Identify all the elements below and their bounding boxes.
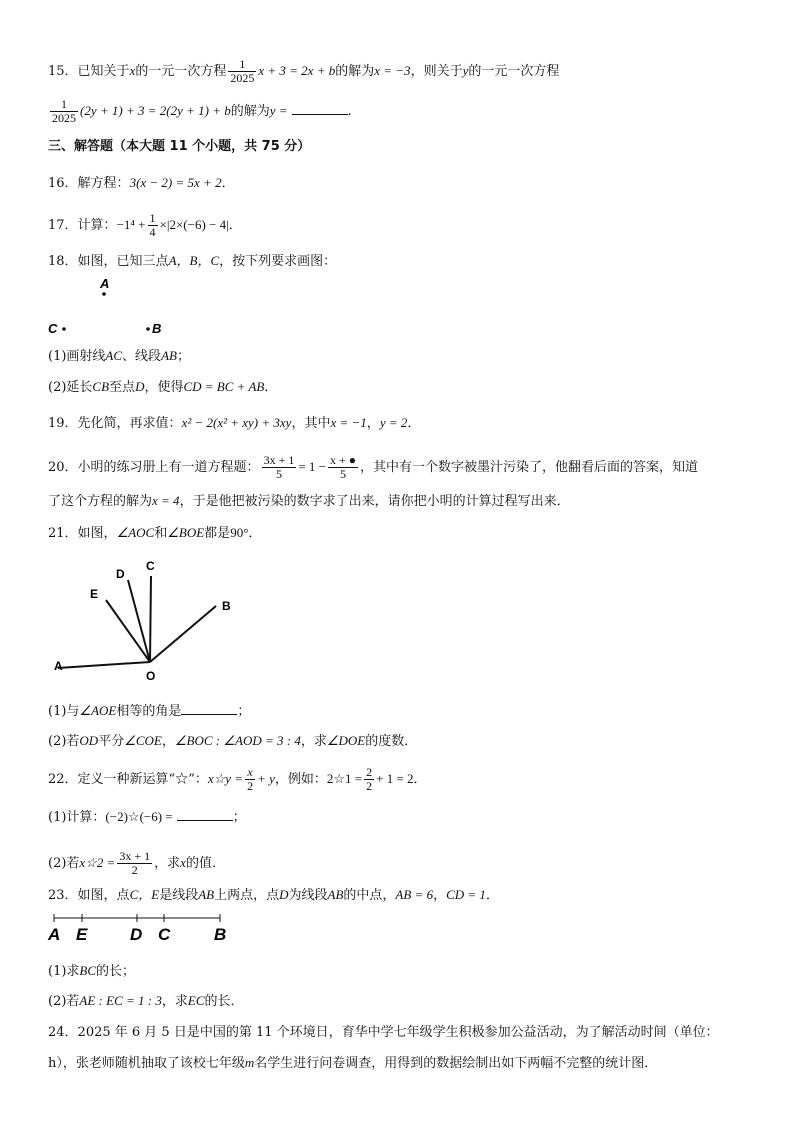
text: ，按下列要求画图： [219,254,337,269]
section-title: 三、解答题（本大题 11 个小题，共 75 分） [48,139,311,154]
text: (1)计算： [48,810,106,825]
text: 的长； [96,964,136,979]
frac-num: x + ● [330,453,357,467]
text: ，例如： [274,772,327,787]
ray-OD [128,580,150,662]
question-number: 16． [48,176,78,191]
text: 的一元一次方程 [135,64,227,79]
fraction [148,212,158,239]
fraction [228,58,256,85]
q22 [48,766,427,793]
text: 如图，已知三点 [77,254,169,269]
text: (1)画射线 [48,349,106,364]
text: . [347,104,352,119]
q21 [48,524,261,543]
question-number: 15． [48,64,78,79]
expr-part: −1⁴ + [116,217,146,232]
text: ； [176,349,190,364]
text: 如图， [77,526,117,541]
frac-den: 2 [131,863,138,877]
text: ； [237,704,251,719]
fraction [364,766,374,793]
text: 已知关于 [77,64,130,79]
ray: OD [79,733,99,748]
q22-part1 [48,808,246,827]
angle: ∠AOC [116,525,155,540]
q15-line1 [48,58,559,85]
text: 了这个方程的解为 [48,494,153,509]
points: A，B，C [168,253,220,268]
fraction [50,98,78,125]
angle: ∠DOE [326,733,366,748]
q24-line2 [48,1054,657,1073]
text: ； [232,810,246,825]
text: (2)若 [48,856,80,871]
q18-figure [40,272,200,342]
text: ． [248,526,262,541]
point-A [102,292,106,296]
label-B: B [152,321,162,336]
label-D: D [130,925,143,944]
frac-num: 3x + 1 [263,453,295,467]
q18-part2 [48,378,277,397]
text: 至点 [109,380,136,395]
text: 解方程： [77,176,130,191]
q23-part2 [48,992,244,1011]
label-E: E [76,925,88,944]
label-D: D [116,567,125,581]
text: ，求 [300,734,327,749]
label-A: A [100,276,110,291]
text: 的中点， [343,888,396,903]
frac-den: 2025 [52,111,76,125]
text: ，则关于 [410,64,463,79]
question-number: 19． [48,416,78,431]
value: y = 2 [379,415,408,430]
text: 小明的练习册上有一道方程题： [77,460,260,475]
text: 的一元一次方程 [468,64,560,79]
equation: (2y + 1) + 3 = 2(2y + 1) + b [80,103,231,118]
text: 是线段 [159,888,199,903]
point-C [62,327,66,331]
expr-part: + 1 = 2 [376,771,414,786]
var-x: x [180,855,186,870]
fraction-ink [328,454,358,481]
text: 相等的角是 [116,704,182,719]
ray-OC [150,576,151,662]
q19 [48,414,420,433]
text: h），张老师随机抽取了该校七年级 [48,1056,245,1071]
q21-part1 [48,702,250,721]
answer-blank[interactable] [181,702,237,715]
frac-den: 2 [247,779,254,793]
angle: ∠AOE [79,703,117,718]
text: ，其中 [291,416,331,431]
text: ． [264,380,278,395]
solution: x = 4 [152,493,180,508]
text: 名学生进行问卷调查，用得到的数据绘制出如下两幅不完整的统计图． [254,1056,658,1071]
text: 上两点，点 [214,888,280,903]
q23-figure [44,910,244,946]
text: (2)若 [48,734,80,749]
segment: AB [161,348,177,363]
text: ． [485,888,499,903]
text: 为线段 [288,888,328,903]
answer-blank[interactable] [292,102,348,115]
point: D [279,887,289,902]
label-A: A [48,925,61,944]
text: 的值． [185,856,225,871]
frac-num: 1 [149,211,156,225]
text: 定义一种新运算“☆”： [77,772,208,787]
fraction [117,850,152,877]
q21-part2 [48,732,417,751]
equation: 3(x − 2) = 5x + 2 [129,175,222,190]
q16 [48,174,235,193]
text: 如图，点 [77,888,130,903]
text: ． [407,416,421,431]
value: CD = 1 [446,887,486,902]
text: 的长． [204,994,244,1009]
q18-part1 [48,347,190,366]
frac-den: 5 [340,467,347,481]
ray-OB [150,606,216,662]
degree: 90° [230,525,249,540]
frac-den: 2025 [230,71,255,85]
segment: AB [327,887,344,902]
label-B: B [214,925,227,944]
label-C: C [146,559,155,573]
segment: EC [187,993,205,1008]
label-C: C [48,321,58,336]
label-E: E [90,587,99,601]
q21-figure [48,556,248,686]
text: 2025 年 6 月 5 日是中国的第 11 个环境日，育华中学七年级学生积极参加公益活动，为了解活动时间（单位： [77,1025,719,1040]
expression: (−2)☆(−6) = [105,809,173,824]
q23 [48,886,499,905]
question-number: 24． [48,1025,78,1040]
fraction [245,766,255,793]
text: ， [433,888,447,903]
text: ， [161,734,175,749]
q20-line2 [48,492,570,511]
text: ． [413,772,427,787]
segment: BC [79,963,97,978]
equation: CD = BC + AB [183,379,265,394]
frac-den: 4 [149,225,156,239]
text: 都是 [204,526,231,541]
text: ，使得 [144,380,184,395]
question-number: 17． [48,218,78,233]
frac-num: 1 [50,98,78,112]
ray: AC [105,348,123,363]
point-B [146,327,150,331]
frac-num: 1 [228,58,256,72]
q23-part1 [48,962,135,981]
text: 平分 [98,734,125,749]
point: D [135,379,145,394]
var-y: y [462,63,469,78]
text: ，其中有一个数字被墨汁污染了，他翻看后面的答案，知道 [360,460,699,475]
ray-OA [58,662,150,668]
label-A: A [54,659,63,673]
value: AB = 6 [395,887,434,902]
q24-line1 [48,1024,719,1042]
value: x = −1 [330,415,367,430]
var-x: x [129,63,136,78]
text: ，求 [161,994,188,1009]
frac-num: 3x + 1 [119,849,151,863]
q18 [48,252,336,271]
expr-part: ×|2×(−6) − 4| [159,217,229,232]
angle: ∠COE [124,733,162,748]
answer-label: y = [269,103,288,118]
var-m: m [244,1055,255,1070]
frac-den: 2 [366,779,373,793]
question-number: 22． [48,772,78,787]
expr-part: 2☆1 = [326,771,363,786]
frac-den: 5 [275,467,282,481]
text: (1)与 [48,704,80,719]
question-number: 20． [48,460,78,475]
segment: AB [198,887,215,902]
expr-part: x☆2 = [79,855,116,870]
expr-part: = 1 − [298,459,327,474]
text: (1)求 [48,964,80,979]
question-number: 18． [48,254,78,269]
text: 先化简，再求值： [77,416,182,431]
points: C，E [129,887,160,902]
text: 的度数． [365,734,418,749]
text: (2)延长 [48,380,93,395]
q22-part2 [48,850,225,877]
label-O: O [146,669,156,683]
fraction [262,454,297,481]
frac-num: x [245,766,255,780]
text: (2)若 [48,994,80,1009]
q15-line2 [48,98,352,125]
q20-line1 [48,454,698,481]
text: 的解为 [230,104,270,119]
label-B: B [222,599,231,613]
expr-part: x☆y = [207,771,244,786]
equation: x + 3 = 2x + b [258,63,336,78]
question-number: 23． [48,888,78,903]
angle: ∠BOE [167,525,205,540]
text: 、线段 [122,349,162,364]
expression: x² − 2(x² + xy) + 3xy [181,415,292,430]
expr-part: + y [257,771,275,786]
text: 和 [154,526,168,541]
text: ，于是他把被污染的数字求了出来，请你把小明的计算过程写出来． [179,494,570,509]
text: ，求 [154,856,181,871]
text: 计算： [77,218,117,233]
text: 的解为 [335,64,375,79]
text: ， [366,416,380,431]
segment: CB [92,379,110,394]
text: ． [221,176,235,191]
text: ． [228,218,242,233]
ratio: AE : EC = 1 : 3 [79,993,162,1008]
answer-blank[interactable] [177,808,233,821]
frac-num: 2 [366,765,373,779]
q17 [48,212,242,239]
ratio: ∠BOC : ∠AOD = 3 : 4 [174,733,301,748]
label-C: C [158,925,171,944]
solution: x = −3 [374,63,411,78]
question-number: 21． [48,526,78,541]
ray-OE [106,600,150,662]
